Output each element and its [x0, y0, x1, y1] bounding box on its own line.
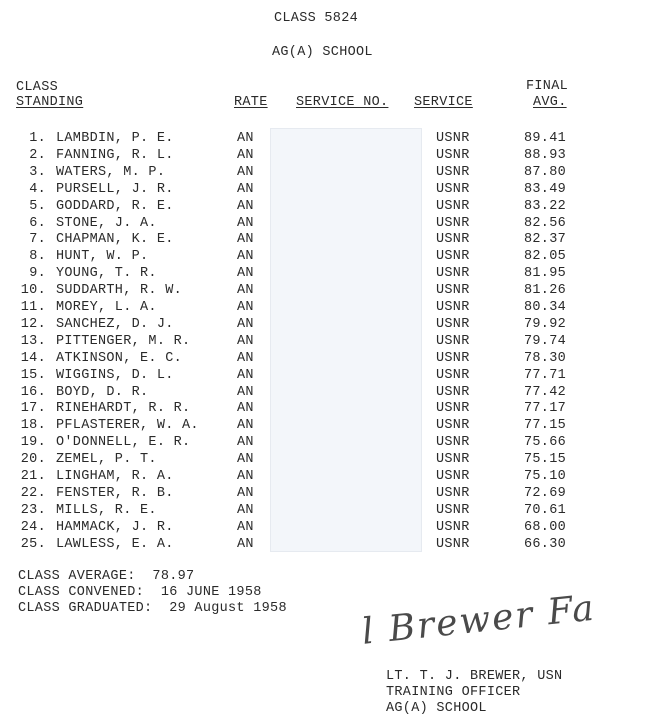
standing-number: 7.	[29, 232, 46, 248]
student-service: USNR	[436, 452, 470, 468]
final-average: 75.15	[524, 452, 567, 468]
student-service: USNR	[436, 485, 470, 501]
final-average: 77.42	[524, 384, 567, 400]
final-average: 80.34	[524, 300, 567, 315]
col-service-no: SERVICE NO.	[296, 95, 389, 110]
student-service: USNR	[436, 502, 470, 518]
student-rate: AN	[237, 452, 254, 468]
table-row	[0, 502, 645, 519]
table-row	[0, 367, 645, 384]
final-average: 77.15	[524, 418, 567, 434]
student-rate: AN	[237, 333, 254, 349]
student-service: USNR	[436, 232, 470, 248]
standing-number: 11.	[20, 300, 46, 315]
table-row	[0, 384, 645, 401]
final-average: 87.80	[524, 164, 567, 180]
standing-number: 17.	[20, 401, 46, 417]
student-service: USNR	[436, 316, 470, 332]
final-average: 89.41	[524, 131, 567, 146]
standing-number: 8.	[29, 249, 46, 265]
standing-number: 18.	[20, 418, 46, 434]
table-row	[0, 519, 645, 536]
standing-number: 14.	[20, 350, 46, 366]
table-row	[0, 333, 645, 350]
student-rate: AN	[237, 401, 254, 417]
standing-number: 9.	[29, 266, 46, 282]
student-service: USNR	[436, 215, 470, 231]
student-service: USNR	[436, 300, 470, 315]
student-rate: AN	[237, 485, 254, 501]
student-name: PURSELL, J. R.	[56, 181, 174, 197]
student-name: MILLS, R. E.	[56, 502, 157, 518]
standing-number: 19.	[20, 435, 46, 451]
student-service: USNR	[436, 350, 470, 366]
student-rate: AN	[237, 232, 254, 248]
student-name: GODDARD, R. E.	[56, 198, 174, 214]
school-title: AG(A) SCHOOL	[272, 45, 373, 60]
col-class-standing-line1: CLASS	[16, 80, 59, 95]
final-average: 68.00	[524, 519, 567, 535]
student-name: FENSTER, R. B.	[56, 485, 174, 501]
student-rate: AN	[237, 384, 254, 400]
standing-number: 22.	[20, 485, 46, 501]
final-average: 81.95	[524, 266, 567, 282]
standing-number: 24.	[20, 519, 46, 535]
table-row	[0, 417, 645, 434]
officer-name: LT. T. J. BREWER, USN	[386, 669, 563, 684]
student-rate: AN	[237, 536, 254, 552]
student-name: O'DONNELL, E. R.	[56, 435, 191, 451]
standing-number: 13.	[20, 333, 46, 349]
final-average: 75.10	[524, 469, 567, 484]
table-row	[0, 130, 645, 147]
student-service: USNR	[436, 435, 470, 451]
student-service: USNR	[436, 181, 470, 197]
student-service: USNR	[436, 198, 470, 214]
student-name: FANNING, R. L.	[56, 147, 174, 163]
class-average: CLASS AVERAGE: 78.97	[18, 569, 195, 584]
student-name: LAWLESS, E. A.	[56, 536, 174, 552]
final-average: 83.49	[524, 181, 567, 197]
officer-school: AG(A) SCHOOL	[386, 701, 487, 716]
col-class-standing-line2: STANDING	[16, 95, 84, 110]
table-row	[0, 198, 645, 215]
student-name: PITTENGER, M. R.	[56, 333, 191, 349]
student-service: USNR	[436, 536, 470, 552]
student-name: WATERS, M. P.	[56, 164, 166, 180]
student-rate: AN	[237, 266, 254, 282]
class-graduated: CLASS GRADUATED: 29 August 1958	[18, 601, 287, 616]
standing-number: 20.	[20, 452, 46, 468]
final-average: 66.30	[524, 536, 567, 552]
student-service: USNR	[436, 164, 470, 180]
student-name: LAMBDIN, P. E.	[56, 131, 174, 146]
student-name: LINGHAM, R. A.	[56, 469, 174, 484]
table-row	[0, 434, 645, 451]
class-convened: CLASS CONVENED: 16 JUNE 1958	[18, 585, 262, 600]
table-row	[0, 265, 645, 282]
student-name: PFLASTERER, W. A.	[56, 418, 199, 434]
standing-number: 3.	[29, 164, 46, 180]
student-service: USNR	[436, 519, 470, 535]
standing-number: 15.	[20, 367, 46, 383]
student-name: ATKINSON, E. C.	[56, 350, 183, 366]
col-service: SERVICE	[414, 95, 473, 110]
final-average: 83.22	[524, 198, 567, 214]
table-row	[0, 451, 645, 468]
student-service: USNR	[436, 249, 470, 265]
student-rate: AN	[237, 367, 254, 383]
final-average: 77.17	[524, 401, 567, 417]
handwritten-signature: l Brewer Fa	[359, 587, 598, 653]
standing-number: 16.	[20, 384, 46, 400]
student-name: STONE, J. A.	[56, 215, 157, 231]
student-service: USNR	[436, 131, 470, 146]
student-rate: AN	[237, 147, 254, 163]
final-average: 79.74	[524, 333, 567, 349]
student-service: USNR	[436, 367, 470, 383]
table-row	[0, 316, 645, 333]
student-rate: AN	[237, 502, 254, 518]
table-row	[0, 147, 645, 164]
student-rate: AN	[237, 215, 254, 231]
student-name: HAMMACK, J. R.	[56, 519, 174, 535]
col-final-line2: AVG.	[533, 95, 567, 110]
student-name: SANCHEZ, D. J.	[56, 316, 174, 332]
student-name: MOREY, L. A.	[56, 300, 157, 315]
standing-number: 21.	[20, 469, 46, 484]
final-average: 82.37	[524, 232, 567, 248]
student-rate: AN	[237, 316, 254, 332]
table-row	[0, 350, 645, 367]
student-rate: AN	[237, 519, 254, 535]
officer-title: TRAINING OFFICER	[386, 685, 521, 700]
standing-number: 1.	[29, 131, 46, 146]
student-service: USNR	[436, 384, 470, 400]
standing-number: 25.	[20, 536, 46, 552]
final-average: 82.56	[524, 215, 567, 231]
standing-number: 12.	[20, 316, 46, 332]
student-rate: AN	[237, 418, 254, 434]
student-rate: AN	[237, 198, 254, 214]
table-row	[0, 536, 645, 553]
standing-number: 10.	[20, 283, 46, 299]
table-row	[0, 248, 645, 265]
table-row	[0, 282, 645, 299]
standing-number: 6.	[29, 215, 46, 231]
table-row	[0, 215, 645, 232]
final-average: 88.93	[524, 147, 567, 163]
final-average: 75.66	[524, 435, 567, 451]
standing-number: 4.	[29, 181, 46, 197]
student-name: WIGGINS, D. L.	[56, 367, 174, 383]
student-service: USNR	[436, 418, 470, 434]
table-row	[0, 468, 645, 485]
student-service: USNR	[436, 401, 470, 417]
table-row	[0, 485, 645, 502]
student-name: SUDDARTH, R. W.	[56, 283, 183, 299]
table-row	[0, 164, 645, 181]
student-service: USNR	[436, 333, 470, 349]
student-rate: AN	[237, 350, 254, 366]
final-average: 82.05	[524, 249, 567, 265]
student-rate: AN	[237, 164, 254, 180]
final-average: 72.69	[524, 485, 567, 501]
student-service: USNR	[436, 147, 470, 163]
standing-number: 5.	[29, 198, 46, 214]
student-rate: AN	[237, 131, 254, 146]
student-name: HUNT, W. P.	[56, 249, 149, 265]
student-name: CHAPMAN, K. E.	[56, 232, 174, 248]
student-service: USNR	[436, 283, 470, 299]
final-average: 77.71	[524, 367, 567, 383]
final-average: 78.30	[524, 350, 567, 366]
student-rate: AN	[237, 249, 254, 265]
student-name: RINEHARDT, R. R.	[56, 401, 191, 417]
col-final-line1: FINAL	[526, 79, 569, 94]
student-rate: AN	[237, 300, 254, 315]
standing-number: 2.	[29, 147, 46, 163]
table-row	[0, 400, 645, 417]
class-title: CLASS 5824	[274, 11, 359, 26]
standing-number: 23.	[20, 502, 46, 518]
student-rate: AN	[237, 469, 254, 484]
student-service: USNR	[436, 266, 470, 282]
student-rate: AN	[237, 283, 254, 299]
student-name: ZEMEL, P. T.	[56, 452, 157, 468]
student-name: BOYD, D. R.	[56, 384, 149, 400]
student-rate: AN	[237, 435, 254, 451]
final-average: 81.26	[524, 283, 567, 299]
student-service: USNR	[436, 469, 470, 484]
student-name: YOUNG, T. R.	[56, 266, 157, 282]
table-row	[0, 181, 645, 198]
table-row	[0, 231, 645, 248]
final-average: 70.61	[524, 502, 567, 518]
col-rate: RATE	[234, 95, 268, 110]
table-row	[0, 299, 645, 316]
student-rate: AN	[237, 181, 254, 197]
final-average: 79.92	[524, 316, 567, 332]
